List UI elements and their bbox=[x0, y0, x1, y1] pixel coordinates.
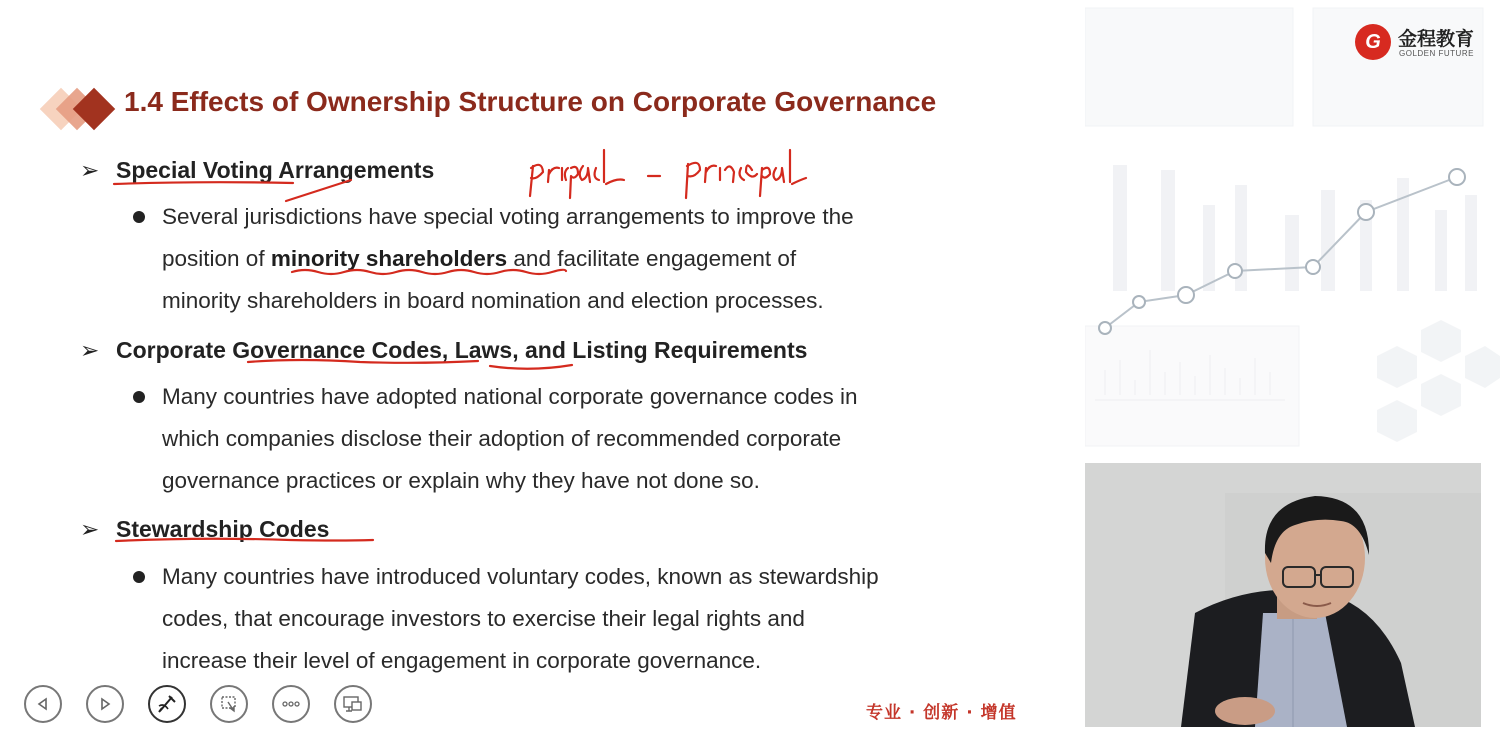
text-line bbox=[162, 238, 854, 280]
slide-title: 1.4 Effects of Ownership Structure on Corporate Governance bbox=[124, 86, 937, 117]
bullet-dot-icon bbox=[133, 571, 145, 583]
text-line: Many countries have adopted national corporate governance codes in bbox=[162, 384, 858, 409]
section-heading-text: Special Voting Arrangements bbox=[116, 157, 435, 183]
pen-tool-button[interactable] bbox=[148, 685, 186, 723]
text-line: increase their level of engagement in corporate governance. bbox=[162, 648, 762, 673]
previous-slide-button[interactable] bbox=[24, 685, 62, 723]
bullet-dot-icon bbox=[133, 391, 145, 403]
text-line: governance practices or explain why they have not done so. bbox=[162, 468, 760, 493]
presenter-video-frame bbox=[1085, 463, 1481, 727]
bullet-text bbox=[162, 376, 857, 502]
screen-view-button[interactable] bbox=[334, 685, 372, 723]
decorative-chart-graphic bbox=[1085, 0, 1500, 462]
arrow-bullet-icon: ➢ bbox=[80, 157, 100, 183]
screen-icon bbox=[342, 694, 364, 714]
section-heading-text: Stewardship Codes bbox=[116, 516, 330, 542]
section-heading-text: Corporate Governance Codes, Laws, and Listing Requirements bbox=[116, 337, 808, 363]
logo-mark-icon: G bbox=[1355, 24, 1391, 60]
next-slide-button[interactable] bbox=[86, 685, 124, 723]
logo-chinese-name: 金程教育 bbox=[1398, 28, 1475, 50]
more-options-button[interactable] bbox=[272, 685, 310, 723]
text-line: minority shareholders in board nomination and election processes. bbox=[162, 288, 824, 313]
pen-icon bbox=[156, 693, 178, 715]
section-heading-voting bbox=[80, 157, 434, 184]
previous-icon bbox=[36, 697, 50, 711]
arrow-bullet-icon: ➢ bbox=[80, 337, 100, 363]
logo-english-name: GOLDEN FUTURE bbox=[1399, 49, 1474, 58]
more-icon bbox=[281, 700, 301, 708]
pointer-tool-button[interactable] bbox=[210, 685, 248, 723]
bullet-dot-icon bbox=[133, 211, 145, 223]
brand-logo bbox=[1355, 22, 1490, 66]
bold-term: minority shareholders bbox=[270, 246, 508, 271]
bullet-text bbox=[162, 556, 879, 682]
section-heading-codes bbox=[80, 337, 807, 364]
text-line: which companies disclose their adoption of recommended corporate bbox=[162, 426, 842, 451]
text-span: and facilitate engagement of bbox=[513, 246, 797, 271]
bullet-text bbox=[162, 196, 854, 322]
next-icon bbox=[98, 697, 112, 711]
text-line: Many countries have introduced voluntary codes, known as stewardship bbox=[162, 564, 879, 589]
text-span: position of bbox=[162, 246, 271, 271]
decorative-panel bbox=[1085, 0, 1500, 462]
slogan: 专业 · 创新 · 增值 bbox=[866, 703, 1017, 723]
section-heading-stewardship bbox=[80, 516, 329, 543]
presenter-webcam bbox=[1085, 463, 1481, 727]
text-line: codes, that encourage investors to exercise their legal rights and bbox=[162, 606, 805, 631]
arrow-bullet-icon: ➢ bbox=[80, 516, 100, 542]
text-line: Several jurisdictions have special voting arrangements to improve the bbox=[162, 204, 854, 229]
pointer-icon bbox=[219, 694, 239, 714]
